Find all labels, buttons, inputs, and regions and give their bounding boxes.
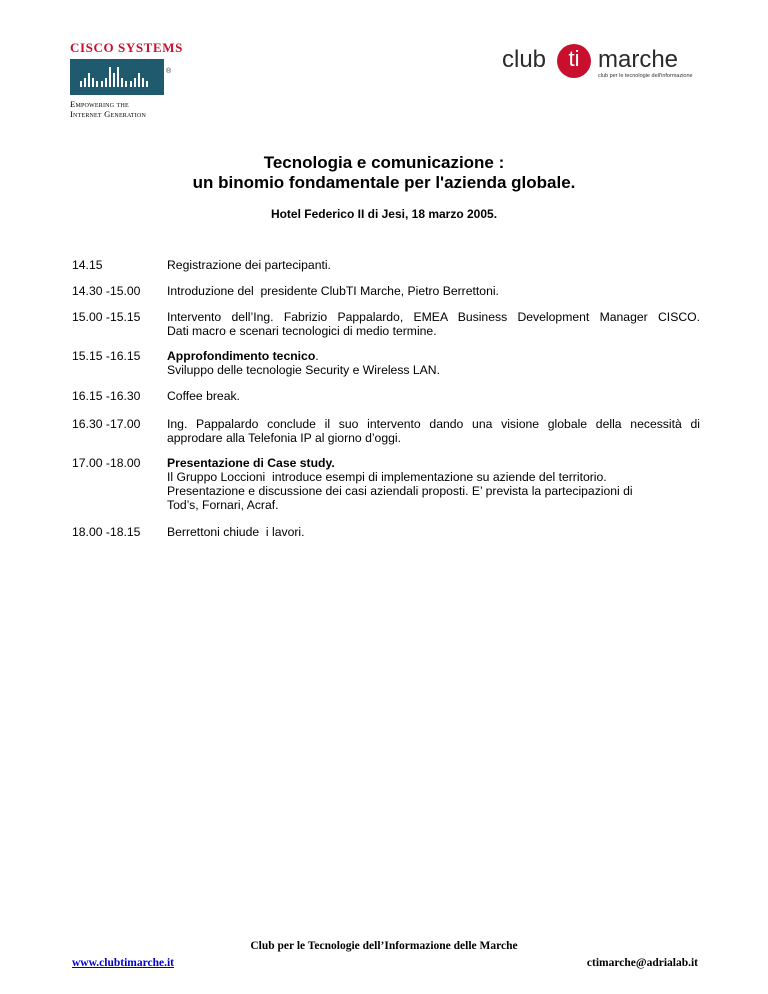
agenda-line: Intervento dell’Ing. Fabrizio Pappalardo, EMEA Business Development Manager CISCO. xyxy=(167,310,700,324)
footer-organization: Club per le Tecnologie dell’Informazione delle Marche xyxy=(250,940,518,952)
agenda-line: Registrazione dei partecipanti. xyxy=(167,258,331,272)
agenda-description xyxy=(167,456,700,512)
agenda-time: 16.15 -16.30 xyxy=(72,389,141,403)
agenda-line: Introduzione del presidente ClubTI Marche, Pietro Berrettoni. xyxy=(167,284,499,298)
agenda-time: 18.00 -18.15 xyxy=(72,525,141,539)
cisco-tagline-line-2: Internet Generation xyxy=(70,109,147,119)
agenda-time: 15.00 -15.15 xyxy=(72,310,141,324)
cisco-logo-name: CISCO SYSTEMS xyxy=(70,40,183,55)
agenda-line: Coffee break. xyxy=(167,389,240,403)
agenda-heading-suffix: . xyxy=(315,349,319,363)
clubti-logo-subtitle: club per le tecnologie dell'informazione xyxy=(598,73,693,79)
agenda-line: approdare alla Telefonia IP al giorno d’oggi. xyxy=(167,431,401,445)
agenda-line: Tod’s, Fornari, Acraf. xyxy=(167,498,279,512)
agenda-description xyxy=(167,349,700,377)
agenda-heading: Presentazione di Case study. xyxy=(167,456,335,470)
footer-email: ctimarche@adrialab.it xyxy=(586,957,698,969)
agenda-time: 16.30 -17.00 xyxy=(72,417,141,431)
agenda-time: 17.00 -18.00 xyxy=(72,456,141,470)
agenda-time: 15.15 -16.15 xyxy=(72,349,141,363)
cisco-tagline xyxy=(70,99,174,119)
agenda-time: 14.30 -15.00 xyxy=(72,284,141,298)
agenda-line: Sviluppo delle tecnologie Security e Wireless LAN. xyxy=(167,363,440,377)
cisco-registered-mark: ® xyxy=(166,68,172,75)
agenda-line: Presentazione e discussione dei casi aziendali proposti. E’ prevista la partecipazioni di xyxy=(167,484,633,498)
agenda-time: 14.15 xyxy=(72,258,103,272)
event-venue-date: Hotel Federico II di Jesi, 18 marzo 2005. xyxy=(270,207,498,221)
page-title-line-1: Tecnologia e comunicazione : xyxy=(263,153,505,172)
clubti-logo-ti-badge: ti xyxy=(557,44,591,78)
clubti-logo-club: club xyxy=(502,46,547,73)
agenda-description xyxy=(167,284,700,298)
agenda-heading: Approfondimento tecnico xyxy=(167,349,316,363)
page-title-line-2: un binomio fondamentale per l'azienda globale. xyxy=(192,173,576,192)
agenda-description xyxy=(167,310,700,338)
cisco-logo-bars-icon xyxy=(70,59,164,95)
agenda-line: Berrettoni chiude i lavori. xyxy=(167,525,305,539)
clubti-logo-marche: marche xyxy=(598,46,679,73)
agenda-line: Ing. Pappalardo conclude il suo intervento dando una visione globale della necessità di xyxy=(167,417,700,431)
agenda-description xyxy=(167,258,700,272)
agenda-description xyxy=(167,525,700,539)
agenda-heading-line xyxy=(167,349,700,363)
agenda-line: Dati macro e scenari tecnologici di medio termine. xyxy=(167,324,437,338)
agenda-line: Il Gruppo Loccioni introduce esempi di implementazione su aziende del territorio. xyxy=(167,470,607,484)
clubti-logo xyxy=(502,44,702,84)
footer-website-link[interactable]: www.clubtimarche.it xyxy=(72,957,175,969)
cisco-logo xyxy=(70,40,183,119)
agenda-description xyxy=(167,389,700,403)
cisco-tagline-line-1: Empowering the xyxy=(70,99,129,109)
agenda-description xyxy=(167,417,700,445)
